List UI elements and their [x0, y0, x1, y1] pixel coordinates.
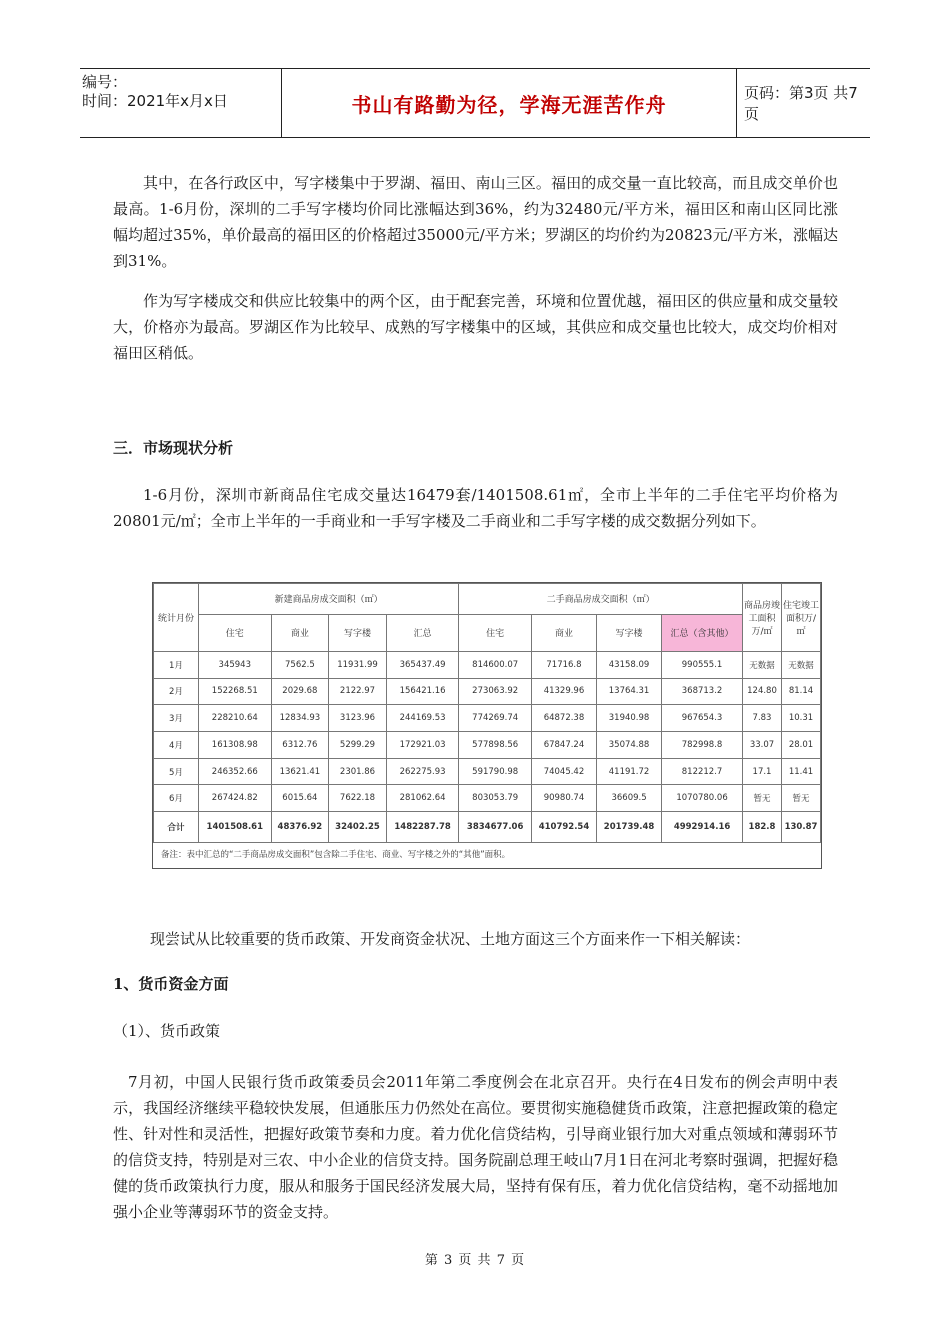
table-subheader-cell: 汇总（含其他） — [662, 614, 743, 651]
header-commercial-completed: 商品房竣工面积万/㎡ — [743, 584, 782, 652]
table-cell: 13621.41 — [271, 758, 329, 785]
table-body — [154, 651, 821, 842]
table-cell: 345943 — [199, 651, 272, 678]
table-cell: 无数据 — [743, 651, 782, 678]
table-cell: 6月 — [154, 785, 199, 812]
table-cell: 28.01 — [782, 731, 821, 758]
table-cell: 410792.54 — [531, 812, 596, 843]
table-cell: 43158.09 — [597, 651, 662, 678]
table-cell: 6312.76 — [271, 731, 329, 758]
paragraph-futian-luohu: 作为写字楼成交和供应比较集中的两个区，由于配套完善，环境和位置优越，福田区的供应量和成交量较大，价格亦为最高。罗湖区作为比较早、成熟的写字楼集中的区域，其供应和成交量也比较大，成交均价相对福田区稍低。 — [113, 292, 838, 362]
table-row — [154, 731, 821, 758]
data-table — [153, 583, 821, 843]
table-cell: 281062.64 — [386, 785, 459, 812]
paragraph-office-districts: 其中，在各行政区中，写字楼集中于罗湖、福田、南山三区。福田的成交量一直比较高，而且成交单价也最高。1-6月份，深圳的二手写字楼均价同比涨幅达到36%，约为32480元/平方米，福田区和南山区同比涨幅均超过35%，单价最高的福田区的价格超过35000元/平方米；罗湖区的均价约为20823元/平方米，涨幅达到31%。 — [113, 174, 838, 270]
table-cell: 161308.98 — [199, 731, 272, 758]
table-row — [154, 651, 821, 678]
table-cell: 152268.51 — [199, 678, 272, 705]
table-cell: 591790.98 — [459, 758, 532, 785]
table-cell: 33.07 — [743, 731, 782, 758]
page-header — [80, 68, 870, 138]
section-heading-market-analysis: 三．市场现状分析 — [113, 439, 234, 457]
table-cell: 4992914.16 — [662, 812, 743, 843]
table-total-row — [154, 812, 821, 843]
header-date-label: 时间：2021年x月x日 — [82, 92, 228, 110]
table-cell: 2301.86 — [329, 758, 387, 785]
table-cell: 7622.18 — [329, 785, 387, 812]
table-cell: 90980.74 — [531, 785, 596, 812]
table-subheader-cell: 汇总 — [386, 614, 459, 651]
table-cell: 124.80 — [743, 678, 782, 705]
page-footer: 第 3 页 共 7 页 — [424, 1253, 526, 1268]
header-meta — [80, 69, 280, 137]
table-cell: 合计 — [154, 812, 199, 843]
table-cell: 262275.93 — [386, 758, 459, 785]
table-cell: 365437.49 — [386, 651, 459, 678]
table-cell: 48376.92 — [271, 812, 329, 843]
table-cell: 774269.74 — [459, 705, 532, 732]
table-subheader-cell: 商业 — [531, 614, 596, 651]
table-cell: 130.87 — [782, 812, 821, 843]
table-cell: 67847.24 — [531, 731, 596, 758]
paragraph-interpretation-intro: 现尝试从比较重要的货币政策、开发商资金状况、土地方面这三个方面来作一下相关解读： — [150, 930, 751, 948]
paragraph-market-summary: 1-6月份，深圳市新商品住宅成交量达16479套/1401508.61㎡，全市上半年的二手住宅平均价格为20801元/㎡；全市上半年的一手商业和一手写字楼及二手商业和二手写字楼的成交数据分列如下。 — [113, 486, 838, 530]
table-cell: 7562.5 — [271, 651, 329, 678]
transaction-data-table — [152, 582, 822, 869]
table-cell: 11931.99 — [329, 651, 387, 678]
table-cell: 368713.2 — [662, 678, 743, 705]
table-cell: 13764.31 — [597, 678, 662, 705]
table-cell: 64872.38 — [531, 705, 596, 732]
table-cell: 31940.98 — [597, 705, 662, 732]
table-cell: 3月 — [154, 705, 199, 732]
header-number-label: 编号： — [82, 73, 128, 91]
table-cell: 1482287.78 — [386, 812, 459, 843]
table-cell: 暂无 — [743, 785, 782, 812]
table-cell: 814600.07 — [459, 651, 532, 678]
table-cell: 2029.68 — [271, 678, 329, 705]
table-subheader-cell: 住宅 — [459, 614, 532, 651]
header-second-hand: 二手商品房成交面积（㎡） — [459, 584, 743, 615]
table-row — [154, 678, 821, 705]
table-cell: 81.14 — [782, 678, 821, 705]
table-cell: 156421.16 — [386, 678, 459, 705]
table-cell: 803053.79 — [459, 785, 532, 812]
table-note: 备注：表中汇总的“二手商品房成交面积”包含除二手住宅、商业、写字楼之外的“其他”面积。 — [153, 842, 821, 868]
paragraph-monetary-policy: 7月初，中国人民银行货币政策委员会2011年第二季度例会在北京召开。央行在4日发布的例会声明中表示，我国经济继续平稳较快发展，但通胀压力仍然处在高位。要贯彻实施稳健货币政策，注意把握政策的稳定性、针对性和灵活性，把握好政策节奏和力度。着力优化信贷结构，引导商业银行加大对重点领域和薄弱环节的信贷支持，特别是对三农、中小企业的信贷支持。国务院副总理王岐山7月1日在河北考察时强调，把握好稳健的货币政策执行力度，服从和服务于国民经济发展大局，坚持有保有压，着力优化信贷结构，毫不动摇地加强小企业等薄弱环节的资金支持。 — [113, 1073, 838, 1221]
table-cell: 577898.56 — [459, 731, 532, 758]
table-cell: 11.41 — [782, 758, 821, 785]
table-cell: 10.31 — [782, 705, 821, 732]
table-cell: 182.8 — [743, 812, 782, 843]
table-cell: 201739.48 — [597, 812, 662, 843]
table-cell: 5299.29 — [329, 731, 387, 758]
subheading-monetary-funds: 1、货币资金方面 — [113, 975, 229, 993]
table-subheader-cell: 写字楼 — [597, 614, 662, 651]
table-cell: 12834.93 — [271, 705, 329, 732]
table-cell: 无数据 — [782, 651, 821, 678]
header-page-label: 页码：第3页 共7页 — [744, 84, 858, 123]
table-cell: 228210.64 — [199, 705, 272, 732]
table-cell: 273063.92 — [459, 678, 532, 705]
table-cell: 17.1 — [743, 758, 782, 785]
table-cell: 782998.8 — [662, 731, 743, 758]
table-row — [154, 705, 821, 732]
table-subheader-cell: 写字楼 — [329, 614, 387, 651]
table-cell: 4月 — [154, 731, 199, 758]
table-cell: 71716.8 — [531, 651, 596, 678]
table-cell: 2122.97 — [329, 678, 387, 705]
table-cell: 74045.42 — [531, 758, 596, 785]
table-row — [154, 785, 821, 812]
table-cell: 41329.96 — [531, 678, 596, 705]
header-period: 统计月份 — [154, 584, 199, 652]
table-cell: 36609.5 — [597, 785, 662, 812]
table-row — [154, 758, 821, 785]
header-residential-completed: 住宅竣工面积万/㎡ — [782, 584, 821, 652]
table-cell: 172921.03 — [386, 731, 459, 758]
table-cell: 32402.25 — [329, 812, 387, 843]
table-cell: 暂无 — [782, 785, 821, 812]
table-cell: 990555.1 — [662, 651, 743, 678]
table-cell: 812212.7 — [662, 758, 743, 785]
table-cell: 246352.66 — [199, 758, 272, 785]
table-cell: 1070780.06 — [662, 785, 743, 812]
table-subheader-row — [154, 614, 821, 651]
table-cell: 41191.72 — [597, 758, 662, 785]
header-new-housing: 新建商品房成交面积（㎡） — [199, 584, 459, 615]
table-cell: 267424.82 — [199, 785, 272, 812]
subheading-monetary-policy: （1）、货币政策 — [113, 1022, 221, 1040]
table-cell: 35074.88 — [597, 731, 662, 758]
table-cell: 244169.53 — [386, 705, 459, 732]
table-cell: 6015.64 — [271, 785, 329, 812]
table-subheader-cell: 住宅 — [199, 614, 272, 651]
table-cell: 3834677.06 — [459, 812, 532, 843]
table-cell: 2月 — [154, 678, 199, 705]
table-cell: 967654.3 — [662, 705, 743, 732]
table-cell: 3123.96 — [329, 705, 387, 732]
table-cell: 7.83 — [743, 705, 782, 732]
header-motto: 书山有路勤为径，学海无涯苦作舟 — [281, 69, 737, 137]
table-cell: 5月 — [154, 758, 199, 785]
table-subheader-cell: 商业 — [271, 614, 329, 651]
table-cell: 1401508.61 — [199, 812, 272, 843]
table-cell: 1月 — [154, 651, 199, 678]
